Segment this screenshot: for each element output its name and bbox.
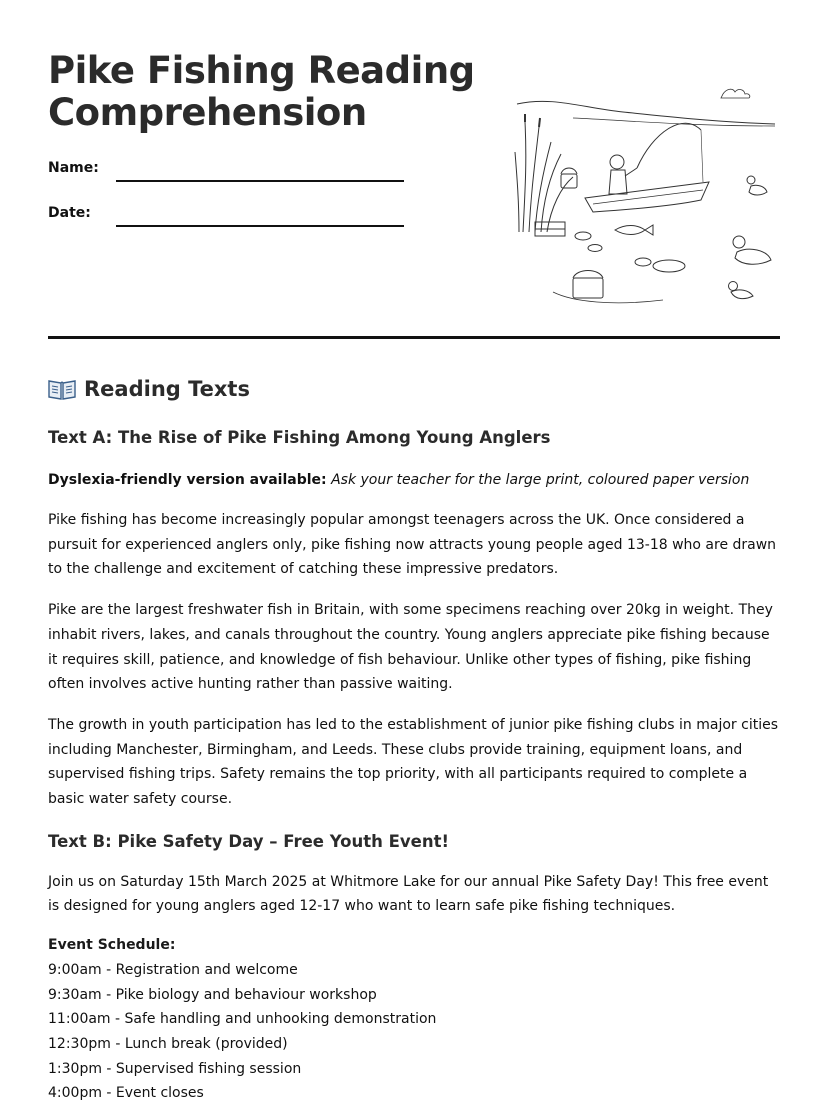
text-a-paragraph-1: Pike fishing has become increasingly popular amongst teenagers across the UK. Once considered a pursuit for experienced anglers only, pike fishing now attracts young people aged 13-18 who are drawn to the challenge and excitement of catching these impressive predators. <box>48 512 777 578</box>
name-write-line[interactable] <box>116 180 404 182</box>
text-a-heading: Text A: The Rise of Pike Fishing Among Young Anglers <box>48 428 551 447</box>
schedule-item: 1:30pm - Supervised fishing session <box>48 1060 302 1077</box>
dyslexia-note-label: Dyslexia-friendly version available: <box>48 472 327 488</box>
header-divider <box>48 336 780 339</box>
date-write-line[interactable] <box>116 225 404 227</box>
name-label: Name: <box>48 160 99 176</box>
text-b-intro: Join us on Saturday 15th March 2025 at Whitmore Lake for our annual Pike Safety Day! This free event is designed for young anglers aged 12-17 who want to learn safe pike fishing techniques. <box>48 873 769 915</box>
name-field-row <box>48 160 408 190</box>
section-heading-text: Reading Texts <box>84 377 250 401</box>
date-label: Date: <box>48 205 91 221</box>
schedule-item: 12:30pm - Lunch break (provided) <box>48 1035 288 1052</box>
text-a-paragraph-2: Pike are the largest freshwater fish in Britain, with some specimens reaching over 20kg in weight. They inhabit rivers, lakes, and canals throughout the country. Young anglers appreciate pike fishing because it requires skill, patience, and knowledge of fish behaviour. Unlike other types of fishing, pike fishing often involves active hunting rather than passive waiting. <box>48 602 773 693</box>
worksheet-header <box>48 0 780 340</box>
schedule-item: 11:00am - Safe handling and unhooking demonstration <box>48 1011 437 1028</box>
schedule-item: 4:00pm - Event closes <box>48 1085 204 1102</box>
fishing-scene-illustration <box>513 82 779 310</box>
section-heading <box>48 372 780 406</box>
text-a-paragraph-3: The growth in youth participation has led to the establishment of junior pike fishing clubs in major cities including Manchester, Birmingham, and Leeds. These clubs provide training, equipment loans, and supervised fishing trips. Safety remains the top priority, with all participants required to complete a basic water safety course. <box>48 716 778 808</box>
date-field-row <box>48 205 408 235</box>
reading-texts-section <box>48 372 780 1106</box>
dyslexia-note-text: Ask your teacher for the large print, coloured paper version <box>331 472 750 488</box>
schedule-title: Event Schedule: <box>48 937 176 954</box>
open-book-icon <box>48 378 76 400</box>
page-title: Pike Fishing Reading Comprehension <box>48 49 475 134</box>
schedule-item: 9:00am - Registration and welcome <box>48 961 298 978</box>
text-b-heading: Text B: Pike Safety Day – Free Youth Event! <box>48 831 450 851</box>
schedule-item: 9:30am - Pike biology and behaviour workshop <box>48 986 377 1003</box>
dyslexia-note <box>48 468 780 492</box>
